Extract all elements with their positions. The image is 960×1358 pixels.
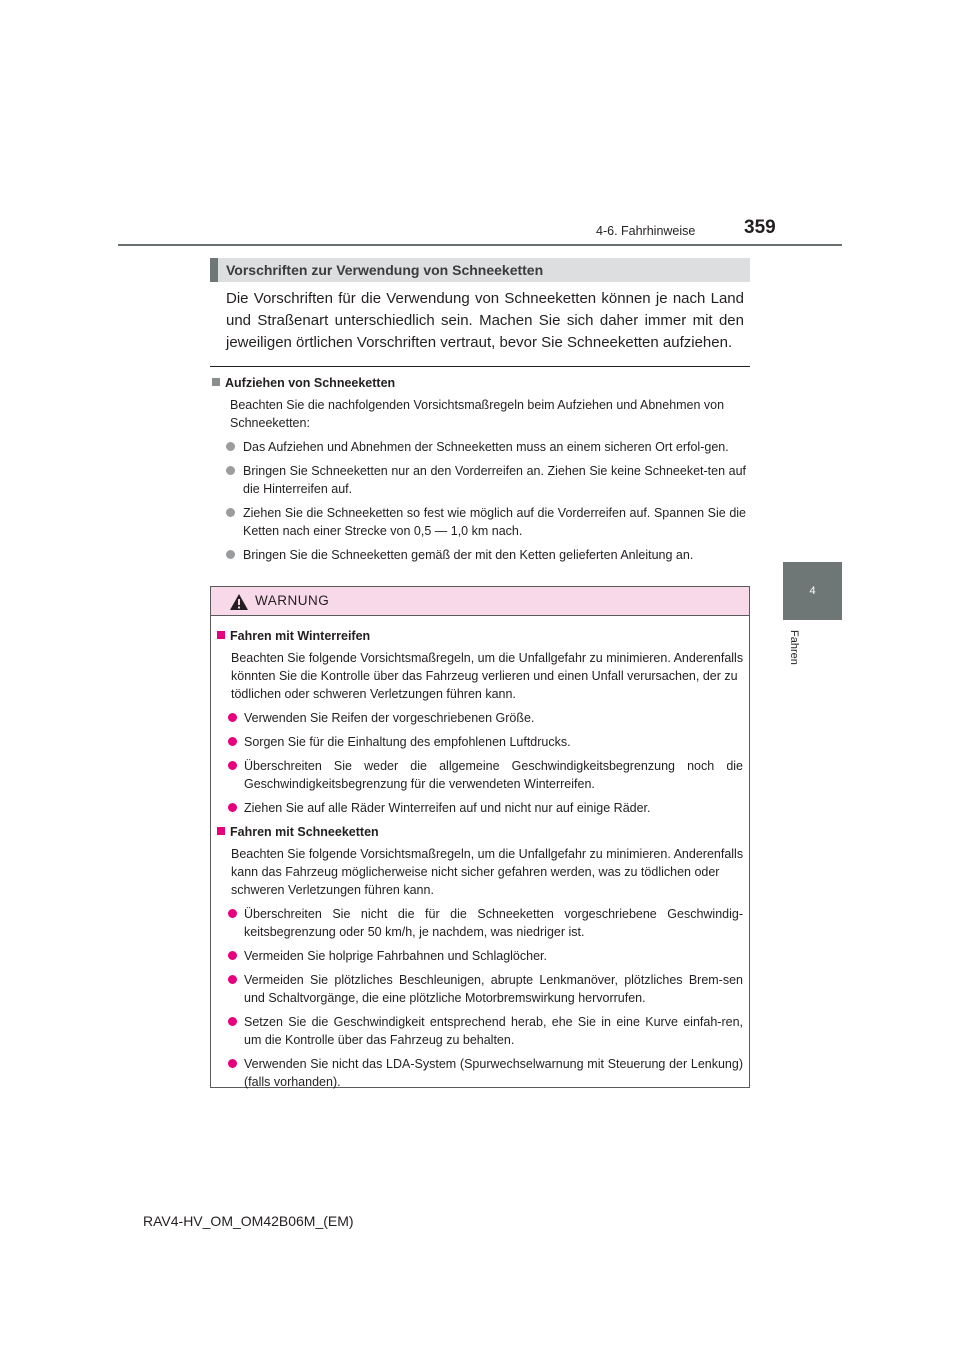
list-item-text: Bringen Sie Schneeketten nur an den Vorderreifen an. Ziehen Sie keine Schneeket-ten auf die Hinterreifen auf.	[243, 464, 746, 496]
list-item	[212, 504, 748, 540]
page-number: 359	[744, 217, 776, 238]
round-bullet-icon	[228, 1059, 237, 1068]
list-item-text: Überschreiten Sie nicht die für die Schneeketten vorgeschriebene Geschwindig-keitsbegrenzung oder 50 km/h, je nachdem, was niedriger ist.	[244, 907, 743, 939]
list-item	[212, 546, 748, 564]
round-bullet-icon	[226, 442, 235, 451]
section-label: 4-6. Fahrhinweise	[596, 224, 696, 238]
chapter-tab[interactable]: 4	[783, 562, 842, 620]
list-item	[217, 733, 745, 751]
list-item	[217, 757, 745, 793]
section-heading	[210, 258, 750, 282]
section-heading-bar	[210, 258, 218, 282]
round-bullet-icon	[228, 761, 237, 770]
mounting-text: Beachten Sie die nachfolgenden Vorsichtsmaßregeln beim Aufziehen und Abnehmen von Schneeketten:	[230, 398, 725, 430]
list-item	[217, 971, 745, 1007]
round-bullet-icon	[226, 466, 235, 475]
list-item-text: Verwenden Sie Reifen der vorgeschriebenen Größe.	[244, 711, 535, 725]
round-bullet-icon	[228, 713, 237, 722]
round-bullet-icon	[228, 803, 237, 812]
winter-tires-heading	[217, 627, 745, 645]
chapter-side-label-text: Fahren	[788, 630, 800, 665]
round-bullet-icon	[228, 1017, 237, 1026]
chapter-side-label	[786, 630, 802, 690]
square-bullet-icon	[217, 827, 225, 835]
list-item-text: Sorgen Sie für die Einhaltung des empfohlenen Luftdrucks.	[244, 735, 571, 749]
list-item	[212, 438, 748, 456]
list-item-text: Bringen Sie die Schneeketten gemäß der mit den Ketten gelieferten Anleitung an.	[243, 548, 694, 562]
square-bullet-icon	[217, 631, 225, 639]
round-bullet-icon	[228, 737, 237, 746]
winter-tires-text: Beachten Sie folgende Vorsichtsmaßregeln, um die Unfallgefahr zu minimieren. Anderenfalls könnten Sie die Kontrolle über das Fahrzeug verlieren und einen Unfall verursachen, der zu tödlichen oder schweren Verletzungen führen kann.	[231, 651, 744, 701]
mounting-section	[212, 374, 748, 564]
list-item	[217, 1013, 745, 1049]
intro-rule	[210, 366, 750, 367]
mounting-heading-text: Aufziehen von Schneeketten	[225, 376, 396, 390]
list-item	[217, 709, 745, 727]
winter-tires-heading-text: Fahren mit Winterreifen	[230, 629, 371, 643]
list-item-text: Ziehen Sie die Schneeketten so fest wie möglich auf die Vorderreifen auf. Spannen Sie die Ketten nach einer Strecke von 0,5 — 1,0 km nach.	[243, 506, 746, 538]
header-rule	[118, 244, 842, 246]
list-item-text: Das Aufziehen und Abnehmen der Schneeketten muss an einem sicheren Ort erfol-gen.	[243, 440, 729, 454]
list-item-text: Vermeiden Sie plötzliches Beschleunigen, abrupte Lenkmanöver, plötzliches Brem-sen und Schaltvorgänge, die eine plötzliche Motorbremswirkung hervorrufen.	[244, 973, 743, 1005]
list-item	[217, 1055, 745, 1091]
list-item	[217, 905, 745, 941]
section-heading-title: Vorschriften zur Verwendung von Schneeketten	[226, 262, 544, 278]
warning-header	[211, 587, 749, 616]
document-code: RAV4-HV_OM_OM42B06M_(EM)	[143, 1213, 354, 1229]
square-bullet-icon	[212, 378, 220, 386]
warning-title: WARNUNG	[255, 593, 330, 608]
snow-chains-heading-text: Fahren mit Schneeketten	[230, 825, 379, 839]
round-bullet-icon	[228, 909, 237, 918]
list-item-text: Vermeiden Sie holprige Fahrbahnen und Schlaglöcher.	[244, 949, 547, 963]
round-bullet-icon	[228, 975, 237, 984]
list-item-text: Ziehen Sie auf alle Räder Winterreifen auf und nicht nur auf einige Räder.	[244, 801, 651, 815]
warning-box	[210, 586, 750, 1088]
list-item-text: Überschreiten Sie weder die allgemeine Geschwindigkeitsbegrenzung noch die Geschwindigkeitsbegrenzung für die verwendeten Winterreifen.	[244, 759, 743, 791]
list-item-text: Setzen Sie die Geschwindigkeit entsprechend herab, ehe Sie in eine Kurve einfah-ren, um die Kontrolle über das Fahrzeug zu behalten.	[244, 1015, 743, 1047]
mounting-heading	[212, 374, 748, 392]
list-item-text: Verwenden Sie nicht das LDA-System (Spurwechselwarnung mit Steuerung der Lenkung) (falls vorhanden).	[244, 1057, 743, 1089]
intro-paragraph: Die Vorschriften für die Verwendung von Schneeketten können je nach Land und Straßenart unterschiedlich sein. Machen Sie sich daher immer mit den jeweiligen örtlichen Vorschriften vertraut, bevor Sie Schneeketten aufziehen.	[226, 290, 744, 351]
round-bullet-icon	[226, 508, 235, 517]
snow-chains-heading	[217, 823, 745, 841]
warning-triangle-icon	[229, 593, 249, 611]
warning-body	[217, 627, 745, 1091]
round-bullet-icon	[226, 550, 235, 559]
list-item	[212, 462, 748, 498]
snow-chains-text: Beachten Sie folgende Vorsichtsmaßregeln, um die Unfallgefahr zu minimieren. Anderenfalls kann das Fahrzeug möglicherweise nicht sicher gefahren werden, was zu tödlichen oder schweren Verletzungen führen kann.	[231, 847, 744, 897]
list-item	[217, 947, 745, 965]
round-bullet-icon	[228, 951, 237, 960]
list-item	[217, 799, 745, 817]
